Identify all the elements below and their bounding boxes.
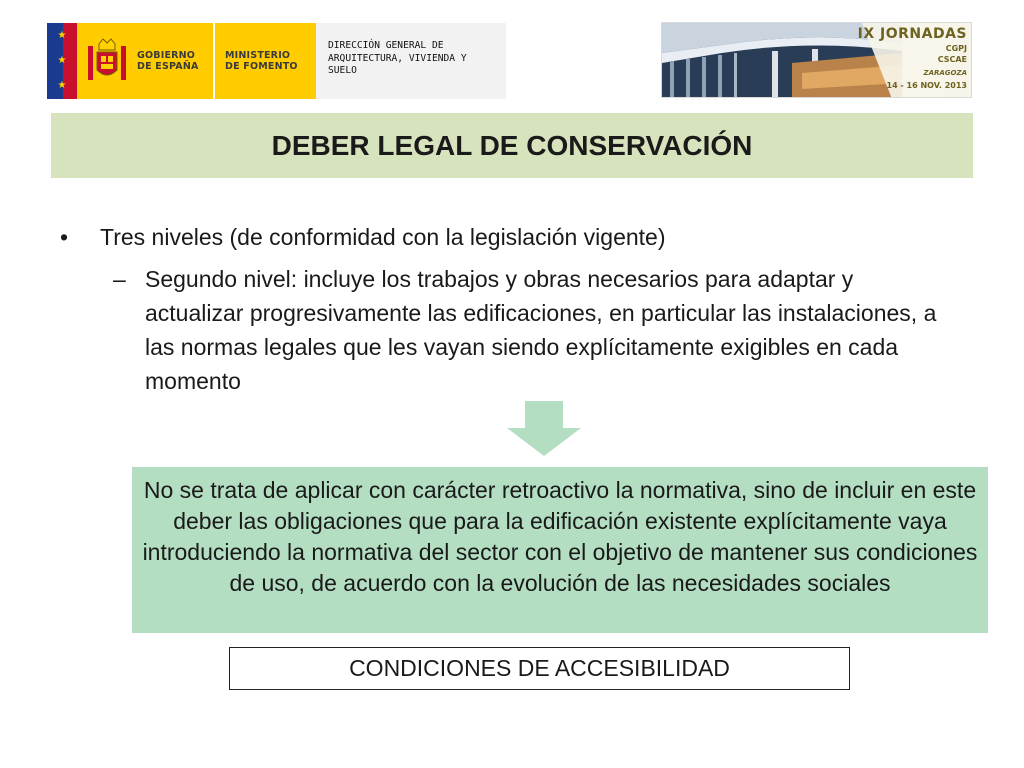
sub-bullet-mark: – [113,266,126,292]
event-org-cscae: CSCAE [937,55,967,64]
sub-bullet-item [113,262,943,398]
ministry-line-1: MINISTERIO [225,50,291,61]
directorate-line: ARQUITECTURA, VIVIENDA Y [328,52,467,64]
gobierno-block [77,23,215,99]
bullet-mark: • [60,224,69,250]
sub-bullet-text: Segundo nivel: incluye los trabajos y obras necesarios para adaptar y actualizar progresivamente las edificaciones, en particular las instalaciones, a las normas legales que les vayan siendo explícitamente exigibles en cada momento [145,266,937,394]
ministerio-text [225,50,298,72]
directorate-label [316,23,506,99]
note-box [132,467,988,633]
down-arrow-icon [505,401,583,457]
event-org-cgpj: CGPJ [945,44,967,53]
royal-crest-icon [85,36,129,86]
gov-line-1: GOBIERNO [137,50,196,61]
event-banner [661,22,972,98]
accessibility-box [229,647,850,690]
ministry-line-2: DE FOMENTO [225,61,298,72]
spain-flag-icon: ★ ★ ★ [47,23,77,99]
directorate-line: SUELO [328,65,357,76]
event-title: IX JORNADAS [857,26,967,42]
event-dates: 14 - 16 NOV. 2013 [886,81,967,90]
note-text: No se trata de aplicar con carácter retroactivo la normativa, sino de incluir en este deber las obligaciones que para la edificación existente explícitamente vaya introduciendo la normativa del sector con el objetivo de mantener sus condiciones de uso, de acuerdo con la evolución de las necesidades sociales [142,477,978,596]
government-logo [47,23,506,99]
bullet-text: Tres niveles (de conformidad con la legislación vigente) [100,224,666,250]
directorate-line: DIRECCIÓN GENERAL DE [328,40,444,51]
slide-title: DEBER LEGAL DE CONSERVACIÓN [271,129,753,161]
gov-line-2: DE ESPAÑA [137,61,199,72]
ministerio-block [215,23,316,99]
bullet-item [60,222,960,252]
event-city: ZARAGOZA [923,69,967,77]
accessibility-label: CONDICIONES DE ACCESIBILIDAD [349,655,730,681]
gobierno-text [137,50,199,72]
title-bar [51,113,973,178]
